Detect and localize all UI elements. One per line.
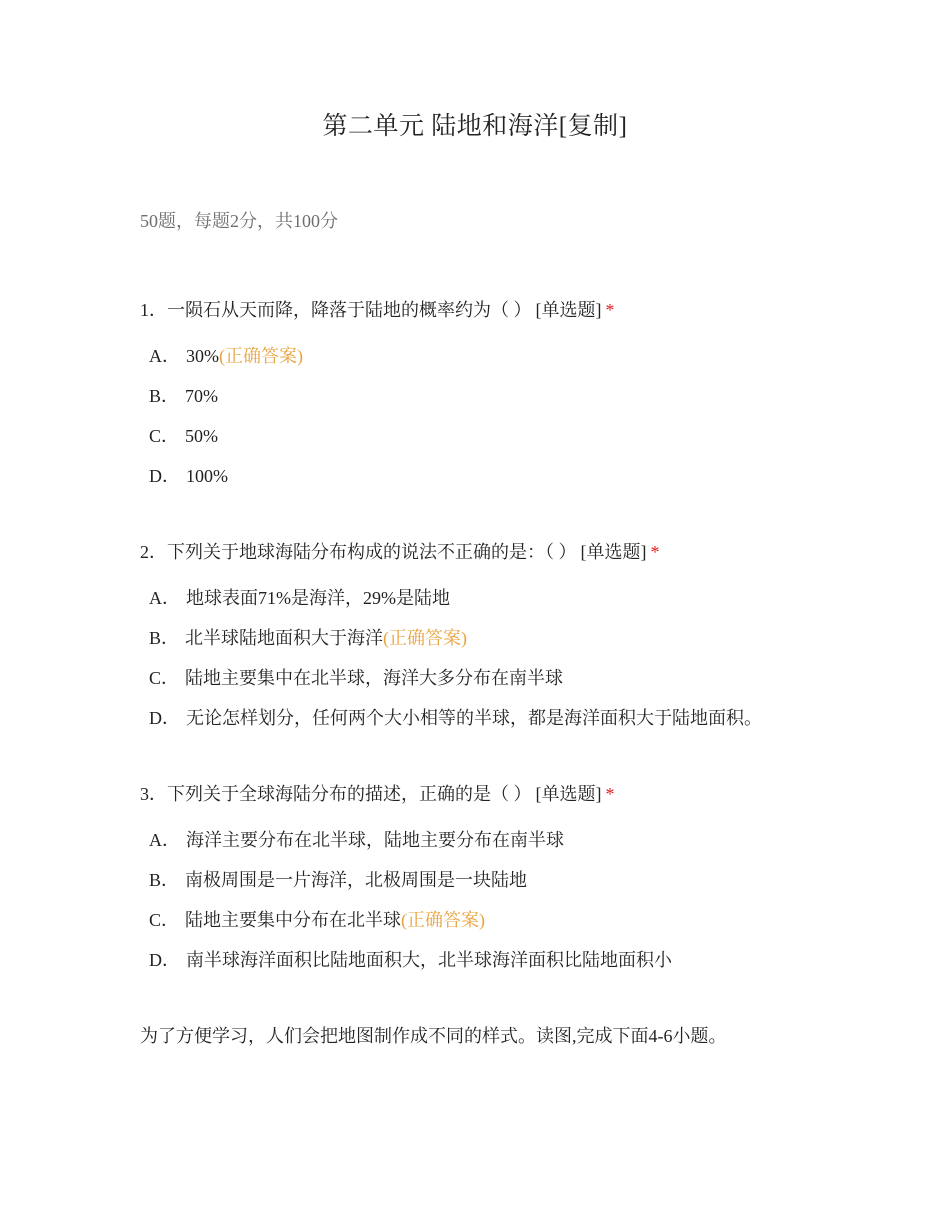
option-c[interactable] [149, 908, 860, 948]
question-number: 3． [140, 784, 167, 804]
option-letter: D． [149, 466, 180, 486]
option-text: 30% [186, 346, 219, 366]
option-list [140, 344, 860, 504]
option-text: 地球表面71%是海洋，29%是陆地 [186, 588, 450, 608]
option-a[interactable] [149, 344, 860, 384]
question-stem [140, 782, 860, 806]
option-text: 北半球陆地面积大于海洋 [185, 628, 384, 648]
question-type: [单选题] [580, 542, 647, 562]
correct-answer-tag: (正确答案) [219, 346, 303, 366]
option-letter: B． [149, 628, 180, 648]
option-letter: A． [149, 588, 180, 608]
question-number: 2． [140, 542, 167, 562]
required-mark: * [605, 300, 615, 320]
score-summary: 50题，每题2分，共100分 [140, 211, 338, 231]
option-letter: B． [149, 870, 180, 890]
option-letter: A． [149, 346, 180, 366]
option-d[interactable] [149, 464, 860, 504]
option-text: 陆地主要集中分布在北半球 [185, 910, 402, 930]
question-1 [140, 298, 860, 504]
question-text: 下列关于地球海陆分布构成的说法不正确的是：（ ） [167, 542, 577, 562]
option-letter: A． [149, 830, 180, 850]
option-list [140, 586, 860, 746]
question-2 [140, 540, 860, 746]
option-text: 陆地主要集中在北半球，海洋大多分布在南半球 [185, 668, 564, 688]
option-letter: D． [149, 950, 180, 970]
option-text: 50% [185, 426, 219, 446]
option-letter: C． [149, 910, 180, 930]
option-c[interactable] [149, 424, 860, 464]
question-3 [140, 782, 860, 988]
required-mark: * [605, 784, 615, 804]
required-mark: * [650, 542, 660, 562]
question-stem [140, 298, 860, 322]
option-text: 100% [186, 466, 228, 486]
option-text: 无论怎样划分，任何两个大小相等的半球，都是海洋面积大于陆地面积。 [186, 708, 762, 728]
option-letter: C． [149, 426, 180, 446]
question-type: [单选题] [535, 300, 602, 320]
reading-passage: 为了方便学习，人们会把地图制作成不同的样式。读图,完成下面4-6小题。 [140, 1026, 727, 1046]
question-type: [单选题] [535, 784, 602, 804]
option-letter: C． [149, 668, 180, 688]
option-text: 海洋主要分布在北半球，陆地主要分布在南半球 [186, 830, 564, 850]
question-text: 一陨石从天而降，降落于陆地的概率约为（ ） [167, 300, 532, 320]
correct-answer-tag: (正确答案) [401, 910, 486, 930]
question-text: 下列关于全球海陆分布的描述，正确的是（ ） [167, 784, 532, 804]
option-list [140, 828, 860, 988]
question-number: 1． [140, 300, 167, 320]
option-text: 南极周围是一片海洋，北极周围是一块陆地 [185, 870, 528, 890]
option-d[interactable] [149, 706, 860, 746]
correct-answer-tag: (正确答案) [383, 628, 468, 648]
option-a[interactable] [149, 828, 860, 868]
option-b[interactable] [149, 384, 860, 424]
option-text: 70% [185, 386, 219, 406]
option-b[interactable] [149, 868, 860, 908]
question-stem [140, 540, 860, 564]
option-c[interactable] [149, 666, 860, 706]
page-title: 第二单元 陆地和海洋[复制] [322, 113, 628, 140]
option-letter: D． [149, 708, 180, 728]
option-b[interactable] [149, 626, 860, 666]
option-a[interactable] [149, 586, 860, 626]
option-d[interactable] [149, 948, 860, 988]
option-text: 南半球海洋面积比陆地面积大，北半球海洋面积比陆地面积小 [186, 950, 672, 970]
option-letter: B． [149, 386, 180, 406]
